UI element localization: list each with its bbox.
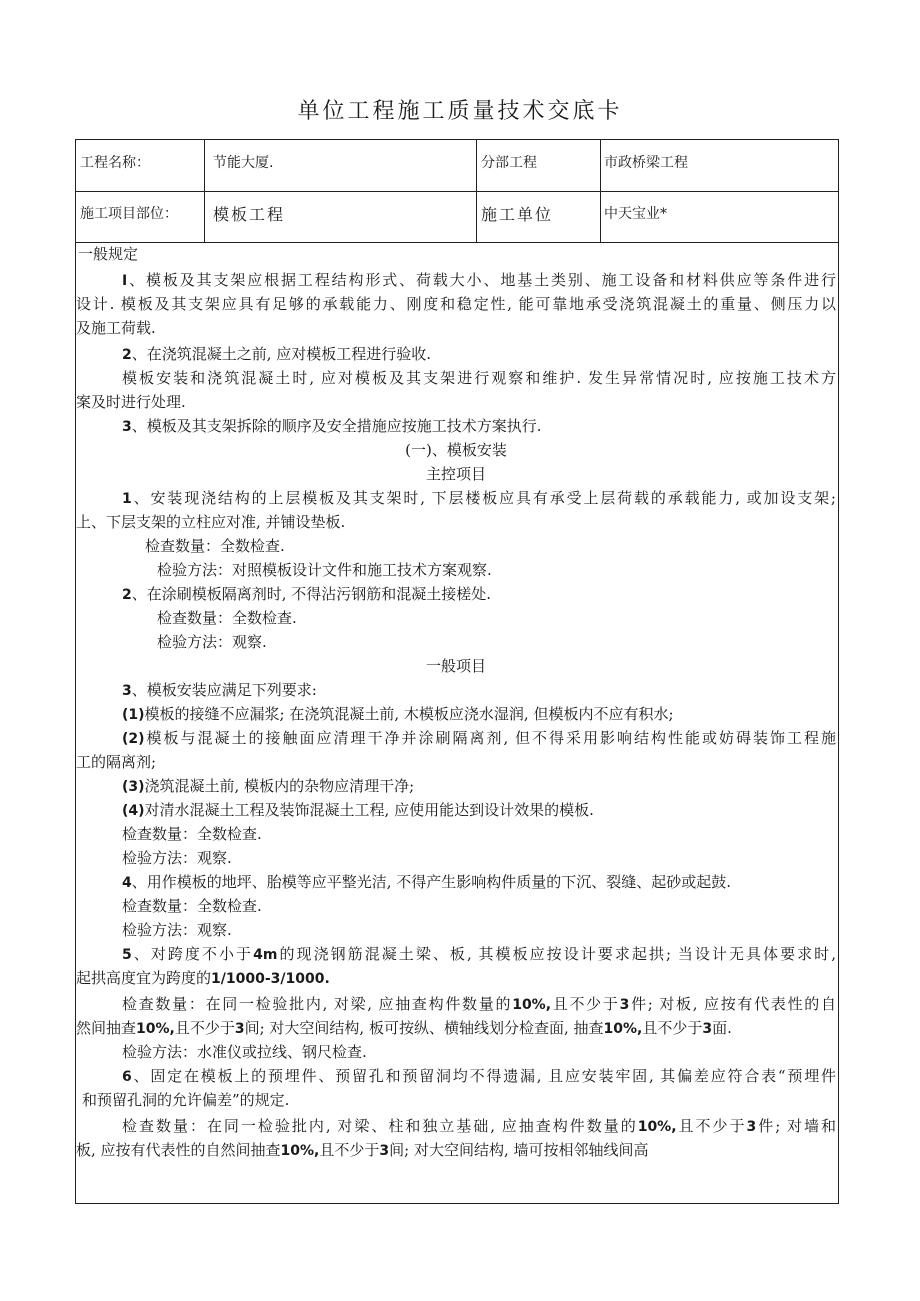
paragraph-line: 3、模板及其支架拆除的顺序及安全措施应按施工技术方案执行. — [122, 417, 542, 435]
paragraph-line: 检查数量：全数检查. — [122, 825, 262, 843]
paragraph-line: 检查数量：在同一检验批内, 对梁, 应抽查构件数量的10%,且不少于3件; 对板, 应按有代表性的自 — [122, 995, 836, 1013]
paragraph-line: 检验方法：观察. — [122, 849, 232, 867]
paragraph-line: 工的隔离剂; — [76, 753, 157, 771]
construction-part-value: 模板工程 — [205, 191, 477, 242]
disclosure-table — [75, 139, 839, 1204]
subsection-heading: 一般项目 — [425, 657, 486, 675]
paragraph-line: 及施工荷载. — [76, 319, 156, 337]
paragraph-line: 检查数量：在同一检验批内, 对梁、柱和独立基础, 应抽查构件数量的10%,且不少于3件; 对墙和 — [122, 1117, 836, 1135]
construction-unit-value: 中天宝业* — [604, 206, 667, 222]
paragraph-line: 6、固定在模板上的预埋件、预留孔和预留洞均不得遗漏, 且应安装牢固, 其偏差应符合表“预埋件 — [122, 1067, 836, 1085]
paragraph-line: 5、对跨度不小于4m的现浇钢筋混凝土梁、板, 其模板应按设计要求起拱; 当设计无具体要求时, — [122, 945, 836, 963]
paragraph-line: (4)对清水混凝土工程及装饰混凝土工程, 应使用能达到设计效果的模板. — [122, 801, 594, 819]
subsection-heading: 主控项目 — [425, 465, 486, 483]
paragraph-line: (1)模板的接缝不应漏浆; 在浇筑混凝土前, 木模板应浇水湿润, 但模板内不应有积水; — [122, 705, 674, 723]
paragraph-line: 检验方法：对照模板设计文件和施工技术方案观察. — [157, 561, 492, 579]
paragraph-line: 上、下层支架的立柱应对准, 并铺设垫板. — [76, 513, 346, 531]
paragraph-line: 4、用作模板的地坪、胎模等应平整光洁, 不得产生影响构件质量的下沉、裂缝、起砂或起鼓. — [122, 873, 732, 891]
subsection-heading: (一)、模板安装 — [405, 441, 507, 459]
paragraph-line: 检查数量：全数检查. — [122, 897, 262, 915]
paragraph-line: (3)浇筑混凝土前, 模板内的杂物应清理干净; — [122, 777, 415, 795]
paragraph-line: 检验方法：水准仪或拉线、钢尺检查. — [122, 1043, 367, 1061]
paragraph-line: 1、安装现浇结构的上层模板及其支架时, 下层楼板应具有承受上层荷载的承载能力, 或加设支架; — [122, 489, 836, 507]
construction-unit-label: 施工单位 — [477, 191, 601, 242]
paragraph-line: 2、在涂刷模板隔离剂时, 不得沾污钢筋和混凝土接槎处. — [122, 585, 492, 603]
paragraph-line: 和预留孔洞的允许偏差”的规定. — [82, 1091, 290, 1109]
paragraph-line: 检查数量：全数检查. — [157, 609, 297, 627]
sub-project-label: 分部工程 — [477, 140, 601, 191]
header-row-1 — [76, 140, 838, 192]
paragraph-line: 2、在浇筑混凝土之前, 应对模板工程进行验收. — [122, 345, 432, 363]
paragraph-line: 3、模板安装应满足下列要求: — [122, 681, 317, 699]
paragraph-line: 案及时进行处理. — [76, 393, 186, 411]
paragraph-line: 然间抽查10%,且不少于3间; 对大空间结构, 板可按纵、横轴线划分检查面, 抽查10%,且不少于3面. — [76, 1019, 732, 1037]
paragraph-line: 板, 应按有代表性的自然间抽查10%,且不少于3间; 对大空间结构, 墙可按相邻轴线间高 — [76, 1141, 649, 1159]
section-heading: 一般规定 — [78, 245, 139, 263]
paragraph-line: 设计. 模板及其支架应具有足够的承载能力、刚度和稳定性, 能可靠地承受浇筑混凝土的重量、侧压力以 — [76, 295, 836, 313]
paragraph-line: 检查数量：全数检查. — [145, 537, 285, 555]
project-name-label: 工程名称： — [76, 140, 205, 191]
paragraph-line: 检验方法：观察. — [122, 921, 232, 939]
paragraph-line: (2)模板与混凝土的接触面应清理干净并涂刷隔离剂, 但不得采用影响结构性能或妨碍装饰工程施 — [122, 729, 836, 747]
paragraph-line: 模板安装和浇筑混凝土时, 应对模板及其支架进行观察和维护. 发生异常情况时, 应按施工技术方 — [122, 369, 836, 387]
construction-part-label: 施工项目部位： — [76, 191, 205, 242]
page-title: 单位工程施工质量技术交底卡 — [297, 99, 623, 124]
header-row-2 — [76, 191, 838, 243]
sub-project-value: 市政桥梁工程 — [604, 155, 688, 171]
paragraph-line: I、模板及其支架应根据工程结构形式、荷载大小、地基土类别、施工设备和材料供应等条件进行 — [122, 271, 836, 289]
project-name-value: 节能大厦. — [205, 140, 477, 191]
paragraph-line: 检验方法：观察. — [157, 633, 267, 651]
paragraph-line: 起拱高度宜为跨度的1/1000-3/1000. — [76, 969, 330, 987]
